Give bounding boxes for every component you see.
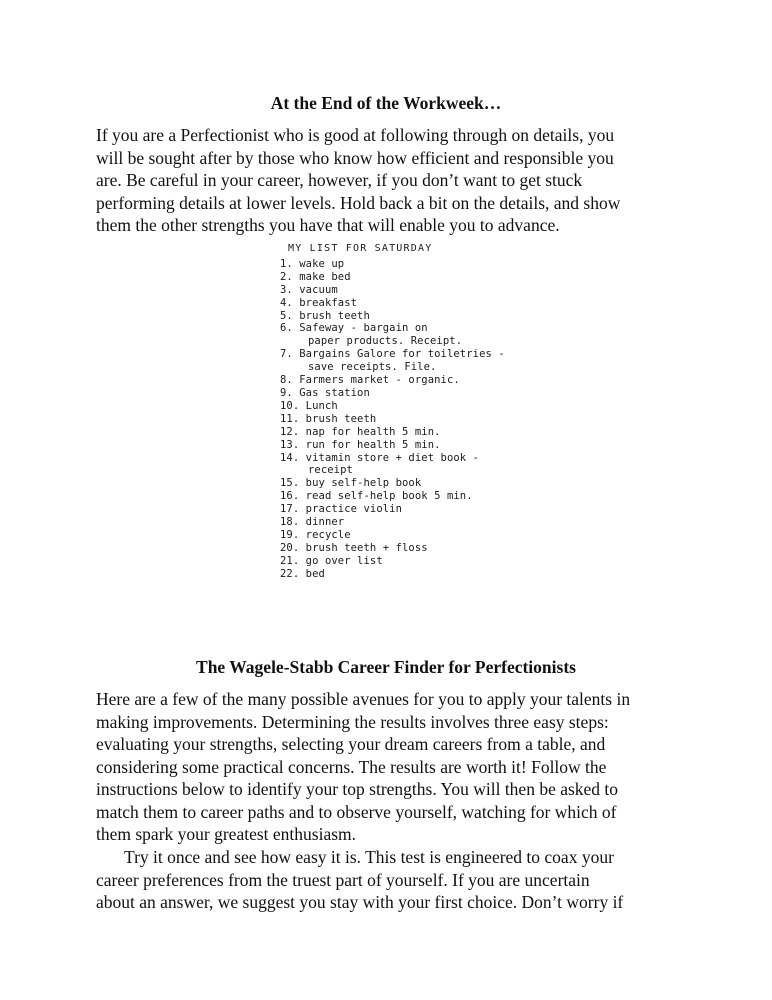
- list-item: 16. read self-help book 5 min.: [280, 490, 473, 503]
- paragraph-line: instructions below to identify your top strengths. You will then be asked to: [96, 779, 619, 799]
- list-item: 15. buy self-help book: [280, 477, 422, 490]
- list-item: 18. dinner: [280, 516, 345, 529]
- list-item-continuation: paper products. Receipt.: [308, 335, 463, 348]
- list-item: 9. Gas station: [280, 386, 370, 399]
- list-item: 6. Safeway - bargain on: [280, 322, 428, 335]
- list-item: 14. vitamin store + diet book -: [280, 451, 480, 464]
- handwritten-saturday-list: [280, 243, 540, 623]
- list-title: MY LIST FOR SATURDAY: [288, 243, 433, 254]
- list-item: 20. brush teeth + floss: [280, 541, 428, 554]
- paragraph-line: career preferences from the truest part of yourself. If you are uncertain: [96, 869, 590, 890]
- list-item: 12. nap for health 5 min.: [280, 425, 441, 438]
- section-heading-career-finder: The Wagele-Stabb Career Finder for Perfectionists: [196, 657, 576, 677]
- list-item: 2. make bed: [280, 270, 351, 283]
- paragraph-line: are. Be careful in your career, however, if you don’t want to get stuck: [96, 170, 583, 190]
- list-item-continuation: receipt: [308, 464, 353, 477]
- paragraph-line: about an answer, we suggest you stay with your first choice. Don’t worry if: [96, 892, 624, 912]
- try-it-paragraph: [96, 846, 696, 914]
- list-item: 13. run for health 5 min.: [280, 438, 441, 451]
- list-item: 8. Farmers market - organic.: [280, 374, 460, 387]
- workweek-paragraph: [96, 124, 696, 237]
- list-item: 19. recycle: [280, 528, 351, 541]
- list-item: 10. Lunch: [280, 399, 338, 412]
- list-item: 11. brush teeth: [280, 412, 377, 425]
- paragraph-line: Here are a few of the many possible avenues for you to apply your talents in: [96, 689, 631, 709]
- paragraph-line: performing details at lower levels. Hold back a bit on the details, and show: [96, 192, 621, 213]
- list-item: 17. practice violin: [280, 503, 403, 516]
- paragraph-line: making improvements. Determining the results involves three easy steps:: [96, 711, 609, 732]
- career-finder-paragraph: [96, 688, 696, 846]
- paragraph-line: match them to career paths and to observe yourself, watching for which of: [96, 801, 617, 822]
- paragraph-line: will be sought after by those who know how efficient and responsible you: [96, 147, 614, 168]
- list-item: 21. go over list: [280, 554, 383, 567]
- paragraph-line: If you are a Perfectionist who is good at following through on details, you: [96, 125, 615, 145]
- list-item: 3. vacuum: [280, 283, 338, 296]
- paragraph-line: evaluating your strengths, selecting your dream careers from a table, and: [96, 734, 606, 754]
- list-item: 7. Bargains Galore for toiletries -: [280, 348, 505, 361]
- section-heading-workweek: At the End of the Workweek…: [270, 93, 502, 113]
- paragraph-line: considering some practical concerns. The results are worth it! Follow the: [96, 756, 607, 777]
- paragraph-line: them the other strengths you have that will enable you to advance.: [96, 215, 560, 235]
- list-item: 4. breakfast: [280, 296, 358, 309]
- list-item: 1. wake up: [280, 257, 345, 270]
- list-item: 22. bed: [280, 567, 325, 580]
- paragraph-line: Try it once and see how easy it is. This test is engineered to coax your: [124, 847, 614, 867]
- list-item: 5. brush teeth: [280, 309, 370, 322]
- paragraph-line: them spark your greatest enthusiasm.: [96, 824, 357, 844]
- list-item-continuation: save receipts. File.: [308, 361, 437, 374]
